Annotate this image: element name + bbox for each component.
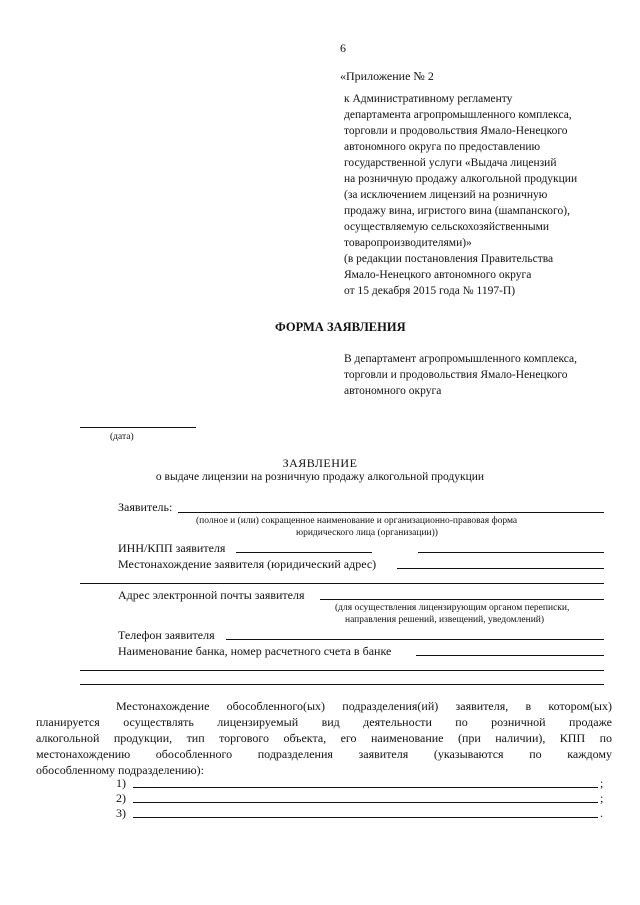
addressee-line: В департамент агропромышленного комплекса,: [344, 353, 577, 365]
subdivision-paragraph: [36, 698, 612, 778]
page-number: 6: [340, 41, 346, 55]
location-label: Местонахождение заявителя (юридический адрес): [118, 557, 377, 571]
addressee-line: торговли и продовольствия Ямало-Ненецкого: [344, 369, 568, 381]
annex-line: к Административному регламенту: [344, 93, 513, 105]
email-hint: (для осуществления лицензирующим органом переписки,: [335, 603, 570, 613]
applicant-field[interactable]: [178, 512, 604, 513]
form-title: ФОРМА ЗАЯВЛЕНИЯ: [275, 320, 406, 334]
annex-line: государственной услуги «Выдача лицензий: [344, 157, 557, 169]
location-field[interactable]: [397, 568, 604, 569]
bank-field-continued[interactable]: [80, 670, 604, 671]
annex-line: осуществляемую сельскохозяйственными: [344, 221, 550, 233]
paragraph-line: планируется осуществлять лицензируемый вид деятельности по розничной продаже: [36, 715, 612, 729]
annex-line: (за исключением лицензий на розничную: [344, 189, 548, 201]
applicant-hint: юридического лица (организации)): [296, 528, 438, 538]
annex-line: департамента агропромышленного комплекса,: [344, 109, 572, 121]
statement-title: ЗАЯВЛЕНИЕ: [282, 456, 358, 470]
kpp-field[interactable]: [418, 552, 604, 553]
annex-line: Ямало-Ненецкого автономного округа: [344, 269, 532, 281]
annex-line: (в редакции постановления Правительства: [344, 253, 554, 265]
date-caption: (дата): [110, 432, 134, 442]
location-field-continued[interactable]: [80, 583, 604, 584]
applicant-label: Заявитель:: [118, 500, 173, 514]
inn-field[interactable]: [236, 552, 372, 553]
annex-line: товаропроизводителями)»: [344, 237, 472, 249]
list-number: 3): [116, 806, 126, 820]
subdivision-field-3[interactable]: [133, 817, 598, 818]
annex-title: «Приложение № 2: [340, 69, 434, 83]
addressee-block: [344, 352, 577, 400]
phone-field[interactable]: [226, 639, 604, 640]
list-end: .: [600, 806, 603, 820]
annex-block: [344, 92, 577, 300]
applicant-hint: (полное и (или) сокращенное наименование и организационно-правовая форма: [196, 516, 518, 526]
annex-line: на розничную продажу алкогольной продукции: [344, 173, 578, 185]
date-line[interactable]: [80, 427, 196, 428]
paragraph-line: алкогольной продукции, тип торгового объекта, его наименование (при наличии), КПП по: [36, 731, 612, 745]
subdivision-field-1[interactable]: [133, 787, 598, 788]
list-number: 1): [116, 776, 126, 790]
email-hint: направления решений, извещений, уведомлений): [345, 615, 545, 625]
inn-kpp-label: ИНН/КПП заявителя: [118, 541, 226, 555]
annex-line: торговли и продовольствия Ямало-Ненецкого: [344, 125, 568, 137]
addressee-line: автономного округа: [344, 385, 442, 397]
bank-field-continued[interactable]: [80, 684, 604, 685]
annex-line: автономного округа по предоставлению: [344, 141, 541, 153]
statement-subtitle: о выдаче лицензии на розничную продажу алкогольной продукции: [155, 471, 485, 483]
email-label: Адрес электронной почты заявителя: [118, 588, 305, 602]
list-end: ;: [600, 776, 604, 790]
paragraph-line: местонахождению обособленного подразделения заявителя (указываются по каждому: [36, 747, 612, 761]
annex-line: продажу вина, игристого вина (шампанского),: [344, 205, 570, 217]
list-number: 2): [116, 791, 126, 805]
annex-line: от 15 декабря 2015 года № 1197-П): [344, 285, 516, 297]
paragraph-line: обособленному подразделению):: [36, 763, 204, 777]
phone-label: Телефон заявителя: [118, 628, 215, 642]
bank-label: Наименование банка, номер расчетного счета в банке: [118, 644, 392, 658]
subdivision-field-2[interactable]: [133, 802, 598, 803]
paragraph-line: Местонахождение обособленного(ых) подразделения(ий) заявителя, в котором(ых): [116, 699, 612, 713]
bank-field[interactable]: [416, 655, 604, 656]
email-field[interactable]: [320, 599, 604, 600]
list-end: ;: [600, 791, 604, 805]
